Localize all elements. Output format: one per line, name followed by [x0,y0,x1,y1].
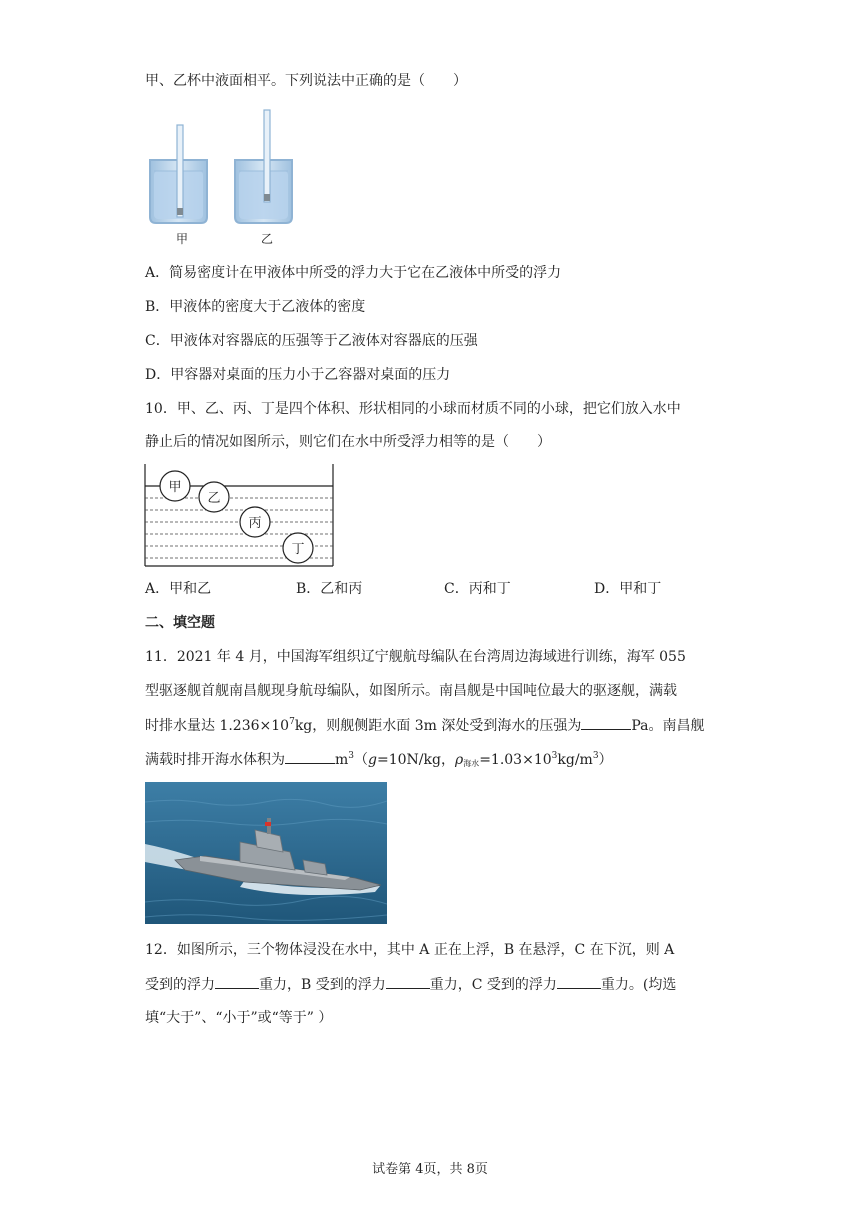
q11-warship-photo [145,782,387,924]
q9-beakers-figure [145,105,315,245]
ball-yi-label: 乙 [207,491,221,506]
q12-line1: 12．如图所示，三个物体浸没在水中，其中 A 正在上浮，B 在悬浮，C 在下沉，则 A [145,942,675,958]
ball-jia-label: 甲 [168,480,182,495]
q9-option-b: B．甲液体的密度大于乙液体的密度 [145,299,366,315]
q12-blank-b[interactable] [386,974,430,989]
q10-line2: 静止后的情况如图所示，则它们在水中所受浮力相等的是（ ） [145,434,551,450]
beaker-jia [150,125,207,223]
q10-option-b: B．乙和丙 [296,581,363,597]
q12-line2: 受到的浮力 重力，B 受到的浮力 重力，C 受到的浮力 重力。(均选 [145,974,676,995]
q11-blank-volume[interactable] [285,749,335,764]
q10-line1: 10．甲、乙、丙、丁是四个体积、形状相同的小球而材质不同的小球，把它们放入水中 [145,401,681,417]
q9-option-c: C．甲液体对容器底的压强等于乙液体对容器底的压强 [145,333,478,349]
q12-blank-a[interactable] [215,974,259,989]
q11-blank-pressure[interactable] [581,715,631,730]
section-fill-in-title: 二、填空题 [145,615,215,631]
beaker-label-yi: 乙 [261,232,274,246]
q10-option-c: C．丙和丁 [444,581,511,597]
q12-line3: 填“大于”、“小于”或“等于” ） [145,1010,333,1026]
q11-line3: 时排水量达 $1.236\times 10^7kg$，则舰侧距水面 3m 深处受到海水的压强为 Pa。南昌舰 [145,717,705,734]
ball-bing-label: 丙 [248,516,262,531]
ball-ding-label: 丁 [291,542,305,557]
q10-option-a: A．甲和乙 [145,581,212,597]
q9-stem: 甲、乙杯中液面相平。下列说法中正确的是（ ） [145,73,467,89]
q10-option-d: D．甲和丁 [594,581,662,597]
q11-line2: 型驱逐舰首舰南昌舰现身航母编队，如图所示。南昌舰是中国吨位最大的驱逐舰，满载 [145,683,677,699]
page-footer: 试卷第 4页，共 8页 [372,1162,488,1177]
q11-line1: 11．2021 年 4 月，中国海军组织辽宁舰航母编队在台湾周边海域进行训练，海军 055 [145,649,686,665]
q10-balls-figure [143,464,338,569]
beaker-yi [235,110,292,223]
beaker-label-jia: 甲 [176,232,189,246]
q12-blank-c[interactable] [557,974,601,989]
q9-option-a: A．简易密度计在甲液体中所受的浮力大于它在乙液体中所受的浮力 [145,265,562,281]
q11-line4: 满载时排开海水体积为 $m^3(g=10N/kg$，$\rho_{海水}=1.03\times 10^3kg/m^3$） [145,751,613,768]
q9-option-d: D．甲容器对桌面的压力小于乙容器对桌面的压力 [145,367,451,383]
